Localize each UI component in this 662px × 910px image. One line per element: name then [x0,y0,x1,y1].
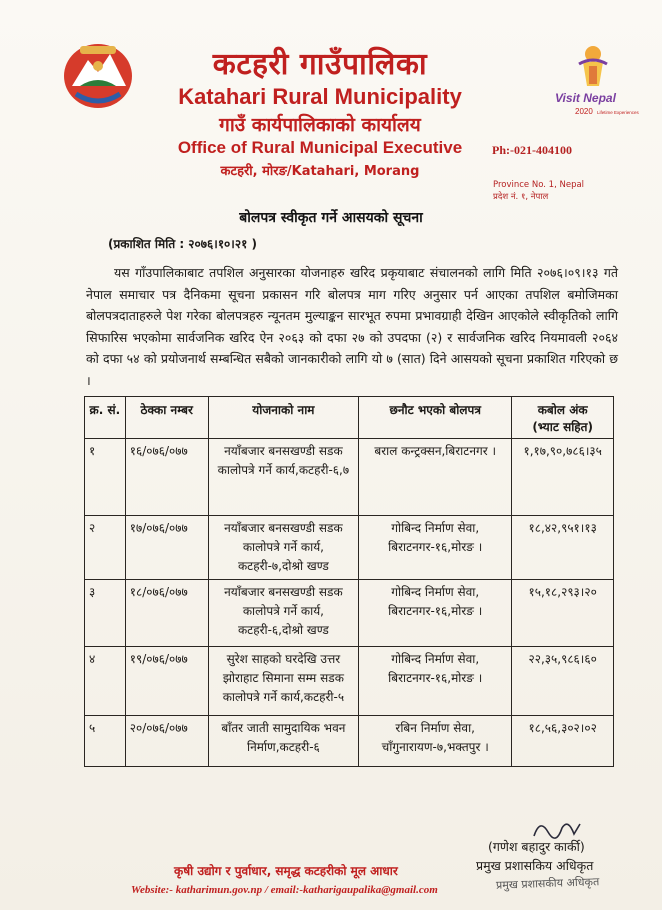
cell-amount: १८,४२,९५१।१३ [512,516,614,580]
header-bidder: छनौट भएको बोलपत्र [359,397,512,439]
cell-amount: १,१७,९०,७८६।३५ [512,439,614,516]
cell-contract-no: १९/०७६/०७७ [125,647,208,716]
cell-amount: १५,१८,२९३।२० [512,580,614,647]
municipality-title-np: कटहरी गाउँपालिका [212,47,428,82]
table-header-row [85,397,614,439]
cell-sn: ३ [85,580,126,647]
cell-project: नयाँबजार बनसखण्डी सडक कालोपत्रे गर्ने कार्य, कटहरी-७,दोश्रो खण्ड [208,516,358,580]
header-contract-no: ठेक्का नम्बर [125,397,208,439]
municipality-title-en: Katahari Rural Municipality [178,84,462,109]
bids-table [84,396,614,767]
visit-logo-text: Visit Nepal [555,91,616,105]
table-row [85,580,614,647]
cell-bidder: गोबिन्द निर्माण सेवा, बिराटनगर-१६,मोरङ । [359,647,512,716]
header-project: योजनाको नाम [208,397,358,439]
office-title-en: Office of Rural Municipal Executive [177,138,463,157]
visit-logo-year: 2020 [575,107,593,116]
cell-amount: २२,३५,९८६।६० [512,647,614,716]
office-address: कटहरी, मोरङ/Katahari, Morang [220,164,420,179]
cell-contract-no: १७/०७६/०७७ [125,516,208,580]
header-amount-sub: (भ्याट सहित) [532,420,593,434]
footer-slogan: कृषी उद्योग र पुर्वाधार, समृद्ध कटहरीको मूल आधार [174,864,398,878]
cell-bidder: रबिन निर्माण सेवा, चाँगुनारायण-७,भक्तपुर । [359,716,512,767]
cell-contract-no: २०/०७६/०७७ [125,716,208,767]
cell-contract-no: १६/०७६/०७७ [125,439,208,516]
footer-contact: Website:- katharimun.gov.np / email:-katharigaupalika@gmail.com [131,884,438,896]
cell-sn: १ [85,439,126,516]
signatory-name: (गणेश बहादुर कार्की) [488,839,585,854]
office-title-np: गाउँ कार्यपालिकाको कार्यालय [219,114,421,136]
cell-bidder: गोबिन्द निर्माण सेवा, बिराटनगर-१६,मोरङ । [359,580,512,647]
province-np: प्रदेश नं. १, नेपाल [493,192,549,202]
nepal-emblem-icon [58,36,138,112]
notice-title: बोलपत्र स्वीकृत गर्ने आसयको सूचना [239,210,423,226]
header-sn: क्र. सं. [85,397,126,439]
cell-sn: ४ [85,647,126,716]
header-amount [512,397,614,439]
visit-logo-tag: Lifetime Experiences [597,110,639,115]
phone-number: Ph:-021-404100 [492,143,572,157]
cell-project: नयाँबजार बनसखण्डी सडक कालोपत्रे गर्ने कार्य, कटहरी-६,दोश्रो खण्ड [208,580,358,647]
header-amount-label: कबोल अंक [537,403,588,417]
cell-project: बाँतर जाती सामुदायिक भवन निर्माण,कटहरी-६ [208,716,358,767]
cell-bidder: गोबिन्द निर्माण सेवा, बिराटनगर-१६,मोरङ । [359,516,512,580]
cell-sn: २ [85,516,126,580]
signatory-title: प्रमुख प्रशासकिय अधिकृत [476,858,594,873]
cell-bidder: बराल कन्ट्रक्सन,बिराटनगर । [359,439,512,516]
cell-project: सुरेश साहको घरदेखि उत्तर झोराहाट सिमाना सम्म सडक कालोपत्रे गर्ने कार्य,कटहरी-५ [208,647,358,716]
table-row [85,439,614,516]
table-row [85,647,614,716]
published-date: (प्रकाशित मिति : २०७६।१०।२१ ) [108,237,257,251]
province-en: Province No. 1, Nepal [493,180,585,190]
table-row [85,716,614,767]
cell-sn: ५ [85,716,126,767]
visit-nepal-logo-icon [553,44,639,122]
province-info [493,179,584,203]
cell-contract-no: १८/०७६/०७७ [125,580,208,647]
cell-project: नयाँबजार बनसखण्डी सडक कालोपत्रे गर्ने कार्य,कटहरी-६,७ [208,439,358,516]
notice-body: यस गाँउपालिकाबाट तपशिल अनुसारका योजनाहरु खरिद प्रकृयाबाट संचालनको लागि मिति २०७६।०९।१३ गते नेपाल समाचार पत्र दैनिकमा सूचना प्रकासन गरि बोलपत्र माग गरिए अनुसार पर्न आएका तपशिल बमोजिमका बोलपत्रदाताहरुले पेश गरेका बोलपत्रहरु न्यूनतम मुल्याङ्कन सारभूत रुपमा प्रभावग्राही देखिन आएकोले स्वीकृतिको लागि सिफारिस भएकोमा सार्वजनिक खरिद ऐन २०६३ को दफा २७ को उपदफा (२) र सार्वजनिक खरिद नियमावली २०६४ को दफा ५४ को प्रयोजनार्थ सम्बन्धित सबैको जानकारीको लागि यो ७ (सात) दिने आसयको सूचना प्रकाशित गरिएको छ । [86,265,618,388]
cell-amount: १८,५६,३०२।०२ [512,716,614,767]
official-stamp: प्रमुख प्रशासकीय अधिकृत [495,875,600,892]
table-row [85,516,614,580]
